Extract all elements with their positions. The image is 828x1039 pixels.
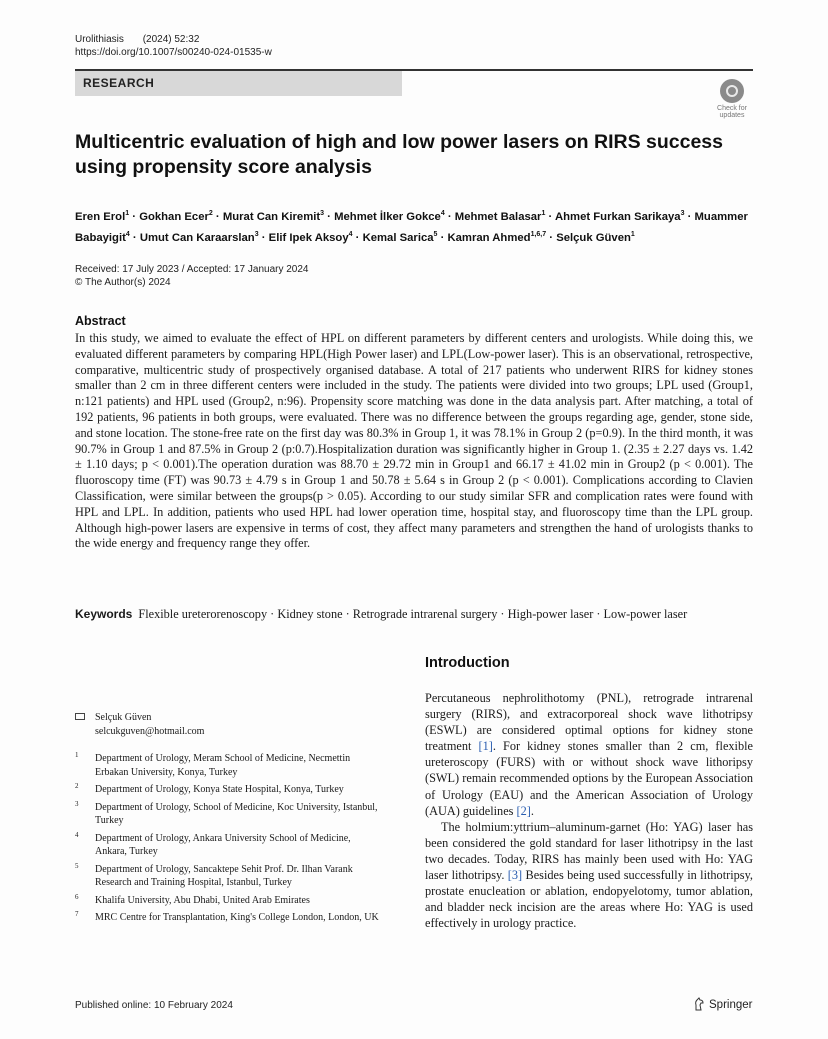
affiliation	[75, 894, 380, 908]
author-affiliation-ref: 1	[541, 210, 546, 217]
author-separator: ·	[444, 210, 455, 223]
author-separator: ·	[324, 210, 335, 223]
affiliation	[75, 783, 380, 797]
affiliation-text: Department of Urology, Sancaktepe Sehit Prof. Dr. Ilhan Varank Research and Training Hospital, Istanbul, Turkey	[95, 863, 353, 888]
author[interactable]: Umut Can Karaarslan$^3$	[139, 230, 259, 244]
corresponding-author: Selçuk Güven	[95, 712, 152, 723]
affiliation-text: MRC Centre for Transplantation, King's College London, London, UK	[95, 912, 379, 923]
author-affiliation-ref: 1	[125, 210, 130, 217]
article-dates	[75, 263, 309, 289]
author-separator: ·	[212, 210, 223, 223]
journal-issue: (2024) 52:32	[142, 34, 200, 45]
publisher-logo	[693, 997, 752, 1011]
author[interactable]: Murat Can Kiremit$^3$	[222, 210, 325, 223]
keywords-heading: Keywords	[75, 607, 133, 621]
intro-text-run: Besides being used successfully in lithotripsy, prostate enucleation or ablation, endopyelotomy, tumor ablation, and bladder neck incision are the areas where Ho: YAG is used effectively in urology practice.	[425, 868, 753, 931]
correspondence	[75, 711, 375, 738]
introduction-heading: Introduction	[425, 655, 510, 671]
author-affiliation-ref: 3	[320, 210, 325, 217]
author-separator: ·	[352, 231, 363, 244]
abstract-body: In this study, we aimed to evaluate the effect of HPL on different parameters by different centers and urologists. While doing this, we evaluated different parameters by comparing HPL(High Power laser) and LPL(Low-power laser). This is an observational, retrospective, comparative, multicentric study of prospectively organised database. A total of 217 patients who underwent RIRS for kidney stones smaller than 2 cm in three different centers were included in the study. The patients were divided into two groups; LPL used (Group1, n:121 patients) and HPL used (Group2, n:96). Propensity score matching was done in the data analysis part. After matching, a total of 192 patients, 96 patients in both groups, were evaluated. There was no difference between the groups regarding age, gender, stone side, and stone location. The stone-free rate on the first day was 80.3% in Group 1, it was 78.1% in Group 2 (p=0.9). In the third month, it was 90.7% in Group 1 and 87.5% in Group 2 (p:0.7).Hospitalization duration was significantly higher in Group 1. (2.35 ± 2.27 days vs. 1.42 ± 1.10 days; p < 0.001).The operation duration was 88.70 ± 29.72 min in Group1 and 66.17 ± 41.02 min in Group2 (p < 0.001). The fluoroscopy time (FT) was 90.73 ± 4.79 s in Group 1 and 50.78 ± 5.64 s in Group 2 (p < 0.001). Complications according to Clavien Classification, were similar between the groups(p > 0.05). According to our study similar SFR and complication rates were found with HPL and LPL. In addition, patients who used HPL had lower operation time, hospital stay, and fluoroscopy time than the LPL group. Although high-power lasers are expensive in terms of cost, they affect many parameters and strengthen the hand of urologists thanks to the wide energy and frequency range they offer.	[75, 331, 753, 551]
check-updates-label: Check for updates	[717, 105, 747, 119]
affiliation	[75, 801, 380, 828]
intro-text-run: Percutaneous nephrolithotomy (PNL), retrograde intrarenal surgery (RIRS), and extracorporeal shock wave lithotripsy (ESWL) are considered optimal options for kidney stone treatment	[425, 691, 753, 754]
intro-text-run: . For kidney stones smaller than 2 cm, flexible ureteroscopy (FURS) with or without shock wave lithoripsy (SWL) remain recommended options by the European Association of Urology (EAU) and the American Association of Urology (AUA) guidelines	[425, 739, 753, 818]
doi-link[interactable]: https://doi.org/10.1007/s00240-024-01535-w	[75, 47, 272, 58]
check-for-updates-badge[interactable]	[711, 79, 753, 119]
author[interactable]: Mehmet Balasar$^1$	[454, 210, 546, 223]
affiliation-text: Department of Urology, Konya State Hospital, Konya, Turkey	[95, 784, 344, 795]
author[interactable]: Ahmet Furkan Sarikaya$^3$	[554, 210, 685, 223]
received-accepted: Received: 17 July 2023 / Accepted: 17 January 2024	[75, 264, 309, 275]
affiliation-text: Department of Urology, School of Medicine, Koc University, Istanbul, Turkey	[95, 801, 378, 826]
author-affiliation-ref: 5	[433, 230, 438, 238]
intro-text-run: The holmium:yttrium–aluminum-garnet (Ho: YAG) laser has been considered the gold standard for laser lithotripsy in the last two decades. Today, RIRS has mainly been used with Ho: YAG laser lithotripsy.	[425, 819, 753, 883]
intro-paragraph	[425, 819, 753, 932]
author-affiliation-ref: 1,6,7	[530, 230, 547, 238]
affiliation-number: 6	[75, 892, 79, 901]
author-separator: ·	[129, 231, 140, 244]
author[interactable]: Gokhan Ecer$^2$	[139, 210, 213, 223]
author[interactable]: Kemal Sarica$^5$	[362, 230, 438, 244]
intro-text-run: .	[530, 803, 534, 818]
author-affiliation-ref: 2	[208, 210, 213, 217]
intro-paragraph	[425, 690, 753, 819]
abstract-heading: Abstract	[75, 314, 126, 328]
check-updates-icon	[720, 79, 744, 103]
author-affiliation-ref: 4	[125, 230, 130, 238]
affiliation	[75, 911, 380, 925]
citation-link[interactable]: [2]	[516, 803, 531, 818]
corresponding-email[interactable]: selcukguven@hotmail.com	[95, 725, 205, 737]
author-affiliation-ref: 3	[254, 230, 259, 238]
author-separator: ·	[684, 210, 695, 223]
affiliation-number: 2	[75, 782, 79, 790]
author-affiliation-ref: 3	[680, 210, 685, 217]
journal-name: Urolithiasis	[75, 34, 124, 45]
affiliation-text: Khalifa University, Abu Dhabi, United Arab Emirates	[95, 894, 310, 906]
springer-horse-icon	[693, 997, 705, 1011]
copyright: © The Author(s) 2024	[75, 277, 171, 288]
author-affiliation-ref: 1	[630, 230, 635, 238]
affiliation-text: Department of Urology, Ankara University School of Medicine, Ankara, Turkey	[95, 832, 351, 857]
publisher-name: Springer	[709, 999, 753, 1011]
author[interactable]: Muammer Babayigit$^4$	[75, 210, 748, 244]
author-separator: ·	[437, 231, 448, 244]
author-separator: ·	[545, 210, 555, 223]
author-separator: ·	[129, 210, 140, 223]
affiliation	[75, 863, 380, 890]
author[interactable]: Kamran Ahmed$^{1,6,7}$	[447, 230, 547, 244]
keywords	[75, 606, 755, 622]
paper-title: Multicentric evaluation of high and low power lasers on RIRS success using propensity score analysis	[75, 131, 723, 178]
affiliation	[75, 832, 380, 859]
affiliation-number: 3	[75, 799, 79, 808]
author-list	[75, 205, 765, 247]
journal-line	[75, 33, 215, 47]
affiliation-number: 5	[75, 861, 79, 870]
keywords-text: Flexible ureterorenoscopy · Kidney stone · Retrograde intrarenal surgery · High-power laser · Low-power laser	[138, 607, 688, 621]
envelope-icon	[75, 713, 85, 720]
citation-link[interactable]: [1]	[478, 739, 493, 754]
citation-link[interactable]: [3]	[507, 868, 523, 883]
author-affiliation-ref: 4	[440, 210, 445, 217]
author-separator: ·	[258, 231, 269, 244]
author[interactable]: Eren Erol$^1$	[75, 210, 130, 223]
author-separator: ·	[546, 231, 557, 244]
affiliation	[75, 752, 380, 779]
introduction-body	[425, 690, 753, 931]
author[interactable]: Elif Ipek Aksoy$^4$	[268, 230, 353, 244]
section-label: RESEARCH	[75, 71, 402, 96]
affiliation-number: 7	[75, 910, 79, 918]
published-online: Published online: 10 February 2024	[75, 1000, 233, 1011]
affiliation-text: Department of Urology, Meram School of Medicine, Necmettin Erbakan University, Konya, Turkey	[95, 753, 351, 778]
author[interactable]: Mehmet İlker Gokce$^4$	[334, 210, 445, 223]
affiliation-list	[75, 752, 380, 929]
author[interactable]: Selçuk Güven$^1$	[556, 230, 635, 244]
affiliation-number: 4	[75, 830, 79, 839]
author-affiliation-ref: 4	[348, 230, 353, 238]
affiliation-number: 1	[75, 751, 79, 759]
